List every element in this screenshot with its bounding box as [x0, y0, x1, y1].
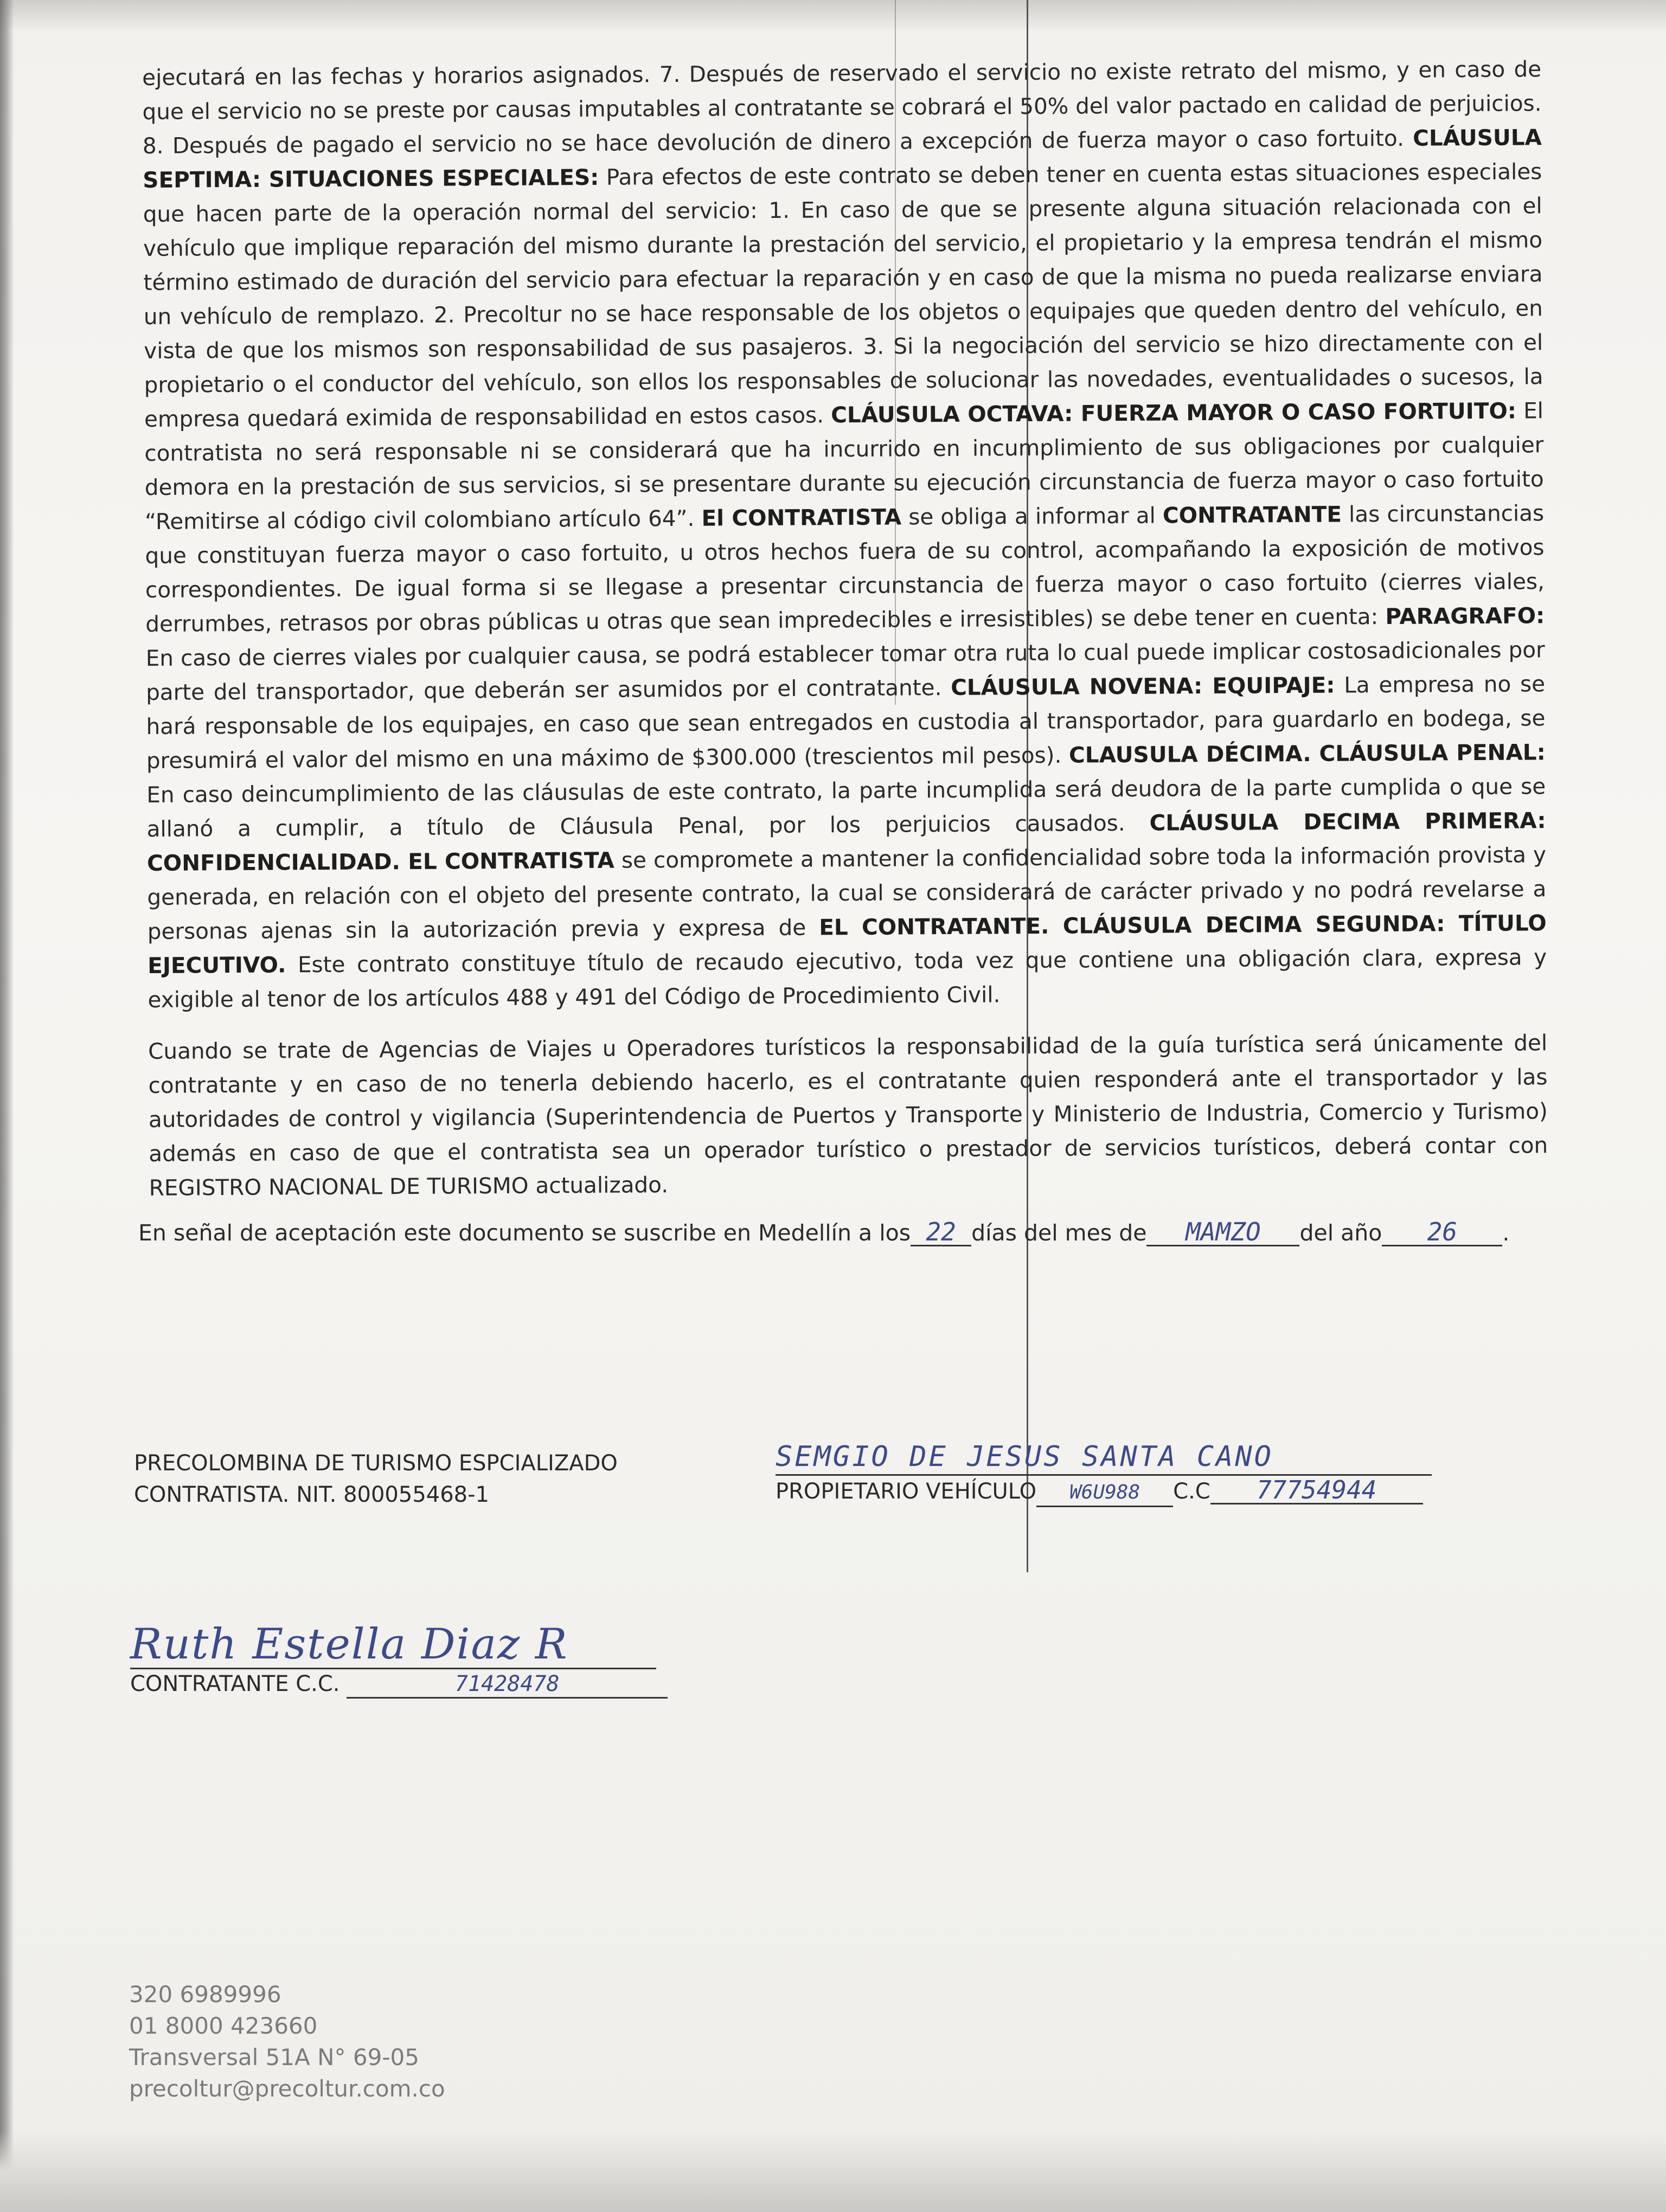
scan-bottom-edge	[0, 2131, 1666, 2212]
clause-heading: PARAGRAFO:	[1385, 602, 1545, 630]
clause-heading: CLÁUSULA SEPTIMA: SITUACIONES ESPECIALES:	[143, 124, 1542, 193]
owner-cc: 77754944	[1210, 1477, 1423, 1504]
client-cc: 71428478	[347, 1671, 668, 1699]
acceptance-mid2: del año	[1299, 1220, 1382, 1246]
month-field: MAMZO	[1146, 1219, 1299, 1246]
acceptance-line	[138, 1219, 1509, 1246]
scan-left-edge	[0, 0, 14, 2212]
clause-heading: EL CONTRATANTE. CLÁUSULA DECIMA SEGUNDA: TÍTULO EJECUTIVO.	[148, 910, 1547, 979]
client-label: CONTRATANTE C.C.	[130, 1671, 340, 1696]
footer-phone-2: 01 8000 423660	[129, 2012, 318, 2039]
clause-text: Para efectos de este contrato se deben tener en cuenta estas situaciones especiales que hacen parte de la operación normal del servicio: 1. En caso de que se presente alguna situación relacionada con el vehículo que implique reparación del mismo durante la prestación del servicio, el propietario y la empresa tendrán el mismo término estimado de duración del servicio para efectuar la reparación y en caso de que la misma no pueda realizarse enviara un vehículo de remplazo. 2. Precoltur no se hace responsable de los objetos o equipajes que queden dentro del vehículo, en vista de que los mismos son responsabilidad de sus pasajeros. 3. Si la negociación del servicio se hizo directamente con el propietario o el conductor del vehículo, son ellos los responsables de solucionar las novedades, eventualidades o sucesos, la empresa quedará eximida de responsabilidad en estos casos.	[143, 158, 1543, 432]
owner-cc-label: C.C	[1173, 1479, 1210, 1504]
owner-label: PROPIETARIO VEHÍCULO	[776, 1479, 1037, 1504]
clause-heading: CLÁUSULA DECIMA PRIMERA: CONFIDENCIALIDAD. EL CONTRATISTA	[146, 807, 1546, 876]
owner-line	[776, 1476, 1432, 1507]
acceptance-mid: días del mes de	[971, 1220, 1147, 1246]
client-cc-row	[130, 1669, 668, 1699]
footer-phone-1: 320 6989996	[129, 1981, 281, 2008]
year-field: 26	[1382, 1219, 1502, 1246]
owner-block	[776, 1439, 1432, 1507]
vehicle-plate: W6U988	[1036, 1480, 1173, 1507]
contractor-company: PRECOLOMBINA DE TURISMO ESPCIALIZADO	[134, 1451, 618, 1476]
owner-handwritten-name: SEMGIO DE JESUS SANTA CANO	[776, 1439, 1432, 1476]
tourism-agencies-paragraph: Cuando se trate de Agencias de Viajes u Operadores turísticos la responsabilidad de la guía turística será únicamente del contratante y en caso de no tenerla debiendo hacerlo, es el contratante quien responderá ante el transportador y las autoridades de control y vigilancia (Superintendencia de Puertos y Transporte y Ministerio de Industria, Comercio y Turismo) además en caso de que el contratista sea un operador turístico o prestador de servicios turísticos, deberá contar con REGISTRO NACIONAL DE TURISMO actualizado.	[148, 1030, 1548, 1201]
acceptance-end: .	[1502, 1220, 1510, 1246]
clause-text: La empresa no se hará responsable de los equipajes, en caso que sean entregados en custodia al transportador, para guardarlo en bodega, se presumirá el valor del mismo en una máximo de $300.000 (trescientos mil pesos).	[146, 671, 1546, 774]
day-field: 22	[911, 1219, 971, 1246]
scan-top-edge	[0, 0, 1666, 33]
clause-heading: CONTRATANTE	[1162, 501, 1342, 529]
contract-body	[142, 52, 1548, 1223]
clause-text: se obliga a informar al	[901, 502, 1163, 530]
client-signature: Ruth Estella Diaz R	[130, 1621, 656, 1669]
clause-text: Este contrato constituye título de recaudo ejecutivo, toda vez que contiene una obligación clara, expresa y exigible al tenor de los artículos 488 y 491 del Código de Procedimiento Civil.	[148, 944, 1547, 1013]
contractor-block	[134, 1448, 618, 1510]
client-block	[130, 1621, 668, 1699]
acceptance-prefix: En señal de aceptación este documento se suscribe en Medellín a los	[138, 1220, 911, 1246]
footer-email: precoltur@precoltur.com.co	[129, 2075, 445, 2102]
clause-text: En caso deincumplimiento de las cláusulas de este contrato, la parte incumplida será deudora de la parte cumplida o que se allanó a cumplir, a título de Cláusula Penal, por los perjuicios causados.	[146, 773, 1546, 842]
footer-address: Transversal 51A N° 69-05	[129, 2044, 419, 2070]
clause-text: El contratista no será responsable ni se considerará que ha incurrido en incumplimiento de sus obligaciones por cualquier demora en la prestación de sus servicios, si se presentare durante su ejecución circunstancia de fuerza mayor o caso fortuito “Remitirse al código civil colombiano artículo 64”.	[144, 397, 1544, 535]
clause-text: las circunstancias que constituyan fuerza mayor o caso fortuito, u otros hechos fuera de su control, acompañando la exposición de motivos correspondientes. De igual forma si se llegase a presentar circunstancia de fuerza mayor o caso fortuito (cierres viales, derrumbes, retrasos por obras públicas u otras que sean impredecibles e irresistibles) se debe tener en cuenta:	[145, 500, 1545, 637]
clause-heading: CLÁUSULA NOVENA: EQUIPAJE:	[950, 672, 1335, 700]
clause-heading: CLÁUSULA OCTAVA: FUERZA MAYOR O CASO FORTUITO:	[831, 397, 1517, 428]
clause-text: En caso de cierres viales por cualquier causa, se podrá establecer tomar otra ruta lo cual puede implicar costosadicionales por parte del transportador, que deberán ser asumidos por el contratante.	[145, 636, 1545, 705]
clause-text: ejecutará en las fechas y horarios asignados. 7. Después de reservado el servicio no existe retrato del mismo, y en caso de que el servicio no se preste por causas imputables al contratante se cobrará el 50% del valor pactado en calidad de perjuicios. 8. Después de pagado el servicio no se hace devolución de dinero a excepción de fuerza mayor o caso fortuito.	[142, 56, 1542, 159]
contractor-nit: CONTRATISTA. NIT. 800055468-1	[134, 1482, 489, 1507]
clauses-paragraph	[142, 52, 1547, 1017]
clause-heading: El CONTRATISTA	[701, 504, 902, 531]
company-footer	[129, 1979, 445, 2105]
clause-text: se compromete a mantener la confidencialidad sobre toda la información provista y generada, en relación con el objeto del presente contrato, la cual se considerará de carácter privado y no podrá revelarse a personas ajenas sin la autorización previa y expresa de	[147, 841, 1547, 944]
clause-heading: CLAUSULA DÉCIMA. CLÁUSULA PENAL:	[1068, 739, 1546, 768]
